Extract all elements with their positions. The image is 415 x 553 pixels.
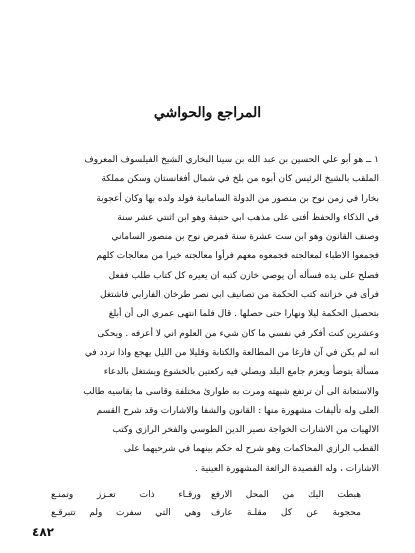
footnote-line: بخارا في زمن نوح بن منصور من الدولة السامانية فولد ولده بها وكان أعجوبة <box>96 193 379 204</box>
poem-verse <box>51 504 361 522</box>
poem-first-hemistich: هبطت اليك من المحل الارفع <box>211 490 361 500</box>
footnote-line: وعشرين كنت أفكر في نفسي ما كان شيء من العلوم اني لا أعرفه . ويحكى <box>97 328 379 339</box>
poem-second-hemistich: ورقـاء ذات تعـزز وتمنـع <box>51 490 201 500</box>
footnote-line: فصلح على يده فسأله أن يوصي خازن كتبه ان يعيره كل كتاب طلب ففعل <box>108 270 379 281</box>
footnote-line: انه لم يكن في آن فارغا من المطالعة والكتابة وقليلا من الليل يهجع واذا تردد في <box>84 347 379 358</box>
poem-verses <box>51 486 361 522</box>
section-heading: المراجع والحواشي <box>153 105 262 121</box>
footnote-line: القطب الرازي المحاكمات وهو شرح له حكم بينهما في شرحيهما على <box>123 444 379 455</box>
poem-verse <box>51 486 361 504</box>
footnote-body <box>38 151 379 479</box>
footnote-line: مسألة يتوضأ ويعزم جامع البلد ويصلي فيه ركعتين بالخشوع ويشتغل بالدعاء <box>103 367 379 378</box>
footnote-line: الملقب بالشيخ الرئيس كان أبوه من بلخ في شمال أفغانستان وسكن مملكة <box>101 174 379 185</box>
footnote-line: الالهيات من الاشارات الخواجة نصير الدين الطوسي والفخر الرازي وكتب <box>112 425 379 436</box>
footnote-line: وصنف القانون وهو ابن ست عشرة سنة فمرض نوح بن منصور الساماني <box>111 232 379 243</box>
footnote-line: والاستعانة الى أن ترتفع شبهته ومرت به طوارئ مختلفة وقاسى ما يقاسيه طالب <box>83 386 379 397</box>
footnote-line: بتحصيل الحكمة ليلا ونهارا حتى حصلها . قال فلما انتهى عمري الى أن أبلغ <box>108 309 379 320</box>
poem-second-hemistich: وهي التي سفرت ولم تتبرقـع <box>51 508 201 518</box>
footnote-line: العلى وله تأليفات مشهورة منها : القانون والشفا والاشارات وقد شرح القسم <box>96 405 379 416</box>
footnote-line: الاشارات ، وله القصيدة الرائعة المشهورة العينية . <box>195 463 379 474</box>
footnote-line: ١ ــ هو أبو علي الحسين بن عبد الله بن سينا البخاري الشيخ الفيلسوف المعروف <box>84 155 379 165</box>
page-number: ٤٨٢ <box>32 525 54 539</box>
footnote-line: فرأى في خزانته كتب الحكمة من تصانيف ابي نصر طرخان الفارابي فاشتغل <box>100 290 379 301</box>
footnote-line: فجمعوا الاطباء لمعالجته فجمعوه معهم فرأوا معالجته خيرا من معالجات كلهم <box>96 251 379 262</box>
poem-first-hemistich: محجوبة عن كل مقلـة عارف <box>211 508 361 518</box>
footnote-line: في الذكاء والحفظ أفتى على مذهب ابي حنيفة وهو ابن اثنتي عشر سنة <box>117 212 379 223</box>
